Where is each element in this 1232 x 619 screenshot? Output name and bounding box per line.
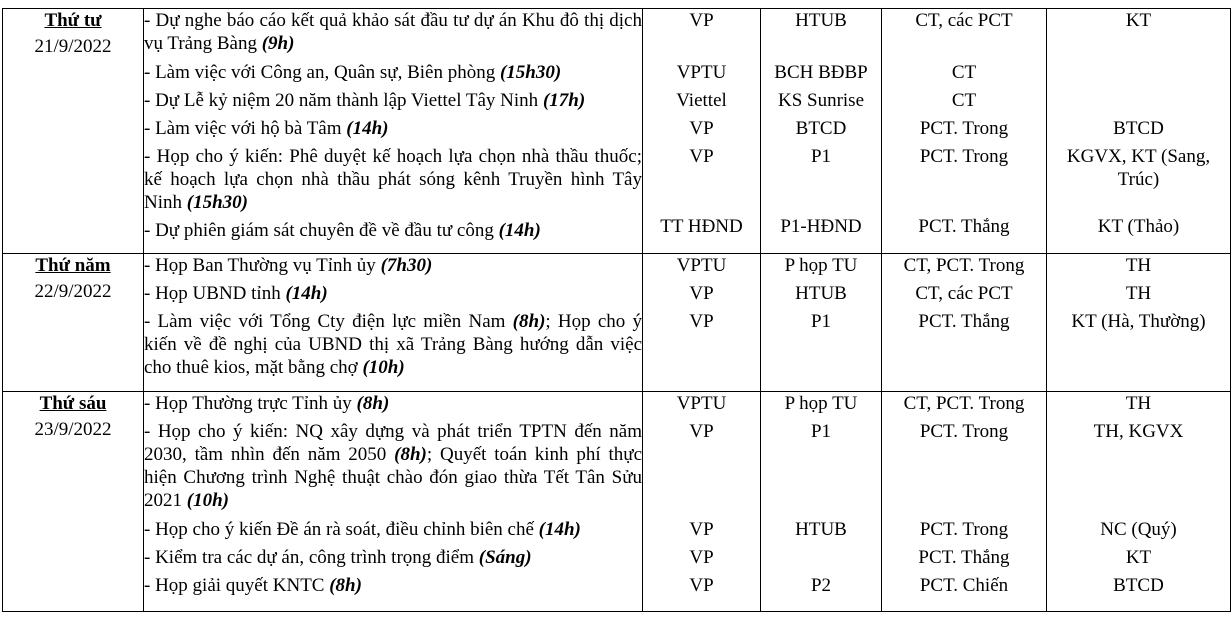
prep-cell: KT BTCD KGVX, KT (Sang, Trúc) KT (Thảo) <box>1047 9 1231 254</box>
lead-cell: CT, các PCT CT CT PCT. Trong PCT. Trong PCT. Thắng <box>882 9 1047 254</box>
task-item: - Làm việc với Tổng Cty điện lực miền Nam (8h); Họp cho ý kiến về đề nghị của UBND thị xã Trảng Bàng hướng dẫn việc cho thuê kios, mặt bằng chợ (10h) <box>144 311 642 378</box>
day-row-thursday <box>3 254 1231 392</box>
task-item: - Kiểm tra các dự án, công trình trọng điểm (Sáng) <box>144 547 532 568</box>
day-row-wednesday <box>3 9 1231 254</box>
day-cell <box>3 9 144 254</box>
task-item: - Họp giải quyết KNTC (8h) <box>144 575 362 596</box>
task-item: - Làm việc với Công an, Quân sự, Biên phòng (15h30) <box>144 62 562 83</box>
room-cell: P họp TU HTUB P1 <box>761 254 882 392</box>
day-row-friday <box>3 392 1231 612</box>
prep-cell: TH TH, KGVX NC (Quý) KT BTCD <box>1047 392 1231 612</box>
task-item: - Dự Lễ kỷ niệm 20 năm thành lập Viettel Tây Ninh (17h) <box>144 90 586 111</box>
day-name: Thứ năm <box>35 255 111 276</box>
task-item: - Dự phiên giám sát chuyên đề về đầu tư công (14h) <box>144 220 541 241</box>
room-cell: HTUB BCH BĐBP KS Sunrise BTCD P1 P1-HĐND <box>761 9 882 254</box>
task-item: - Họp cho ý kiến Đề án rà soát, điều chỉnh biên chế (14h) <box>144 519 581 540</box>
task-item: - Làm việc với hộ bà Tâm (14h) <box>144 118 389 139</box>
location-cell: VPTU VP VP <box>643 254 761 392</box>
task-cell <box>144 392 643 612</box>
day-name: Thứ tư <box>44 10 102 31</box>
task-item: - Họp Ban Thường vụ Tỉnh ủy (7h30) <box>144 255 433 276</box>
task-cell <box>144 254 643 392</box>
location-cell: VPTU VP VP VP VP <box>643 392 761 612</box>
location-cell: VP VPTU Viettel VP VP TT HĐND <box>643 9 761 254</box>
day-date: 21/9/2022 <box>34 36 112 57</box>
task-item: - Họp Thường trực Tỉnh ủy (8h) <box>144 393 390 414</box>
day-cell <box>3 254 144 392</box>
schedule-table <box>2 8 1231 612</box>
room-cell: P họp TU P1 HTUB P2 <box>761 392 882 612</box>
task-item: - Họp cho ý kiến: Phê duyệt kế hoạch lựa chọn nhà thầu thuốc; kế hoạch lựa chọn nhà thầu phát sóng kênh Truyền hình Tây Ninh (15h30) <box>144 146 642 213</box>
task-item: - Dự nghe báo cáo kết quả khảo sát đầu tư dự án Khu đô thị dịch vụ Trảng Bàng (9h) <box>144 10 642 54</box>
day-name: Thứ sáu <box>39 393 107 414</box>
task-cell <box>144 9 643 254</box>
lead-cell: CT, PCT. Trong CT, các PCT PCT. Thắng <box>882 254 1047 392</box>
day-date: 22/9/2022 <box>34 281 112 302</box>
task-item: - Họp cho ý kiến: NQ xây dựng và phát triển TPTN đến năm 2030, tầm nhìn đến năm 2050 (8h); Quyết toán kinh phí thực hiện Chương trình Nghệ thuật chào đón giao thừa Tết Tân Sửu 2021 (10h) <box>144 421 642 511</box>
prep-cell: TH TH KT (Hà, Thường) <box>1047 254 1231 392</box>
day-date: 23/9/2022 <box>34 419 112 440</box>
lead-cell: CT, PCT. Trong PCT. Trong PCT. Trong PCT. Thắng PCT. Chiến <box>882 392 1047 612</box>
day-cell <box>3 392 144 612</box>
task-item: - Họp UBND tỉnh (14h) <box>144 283 328 304</box>
